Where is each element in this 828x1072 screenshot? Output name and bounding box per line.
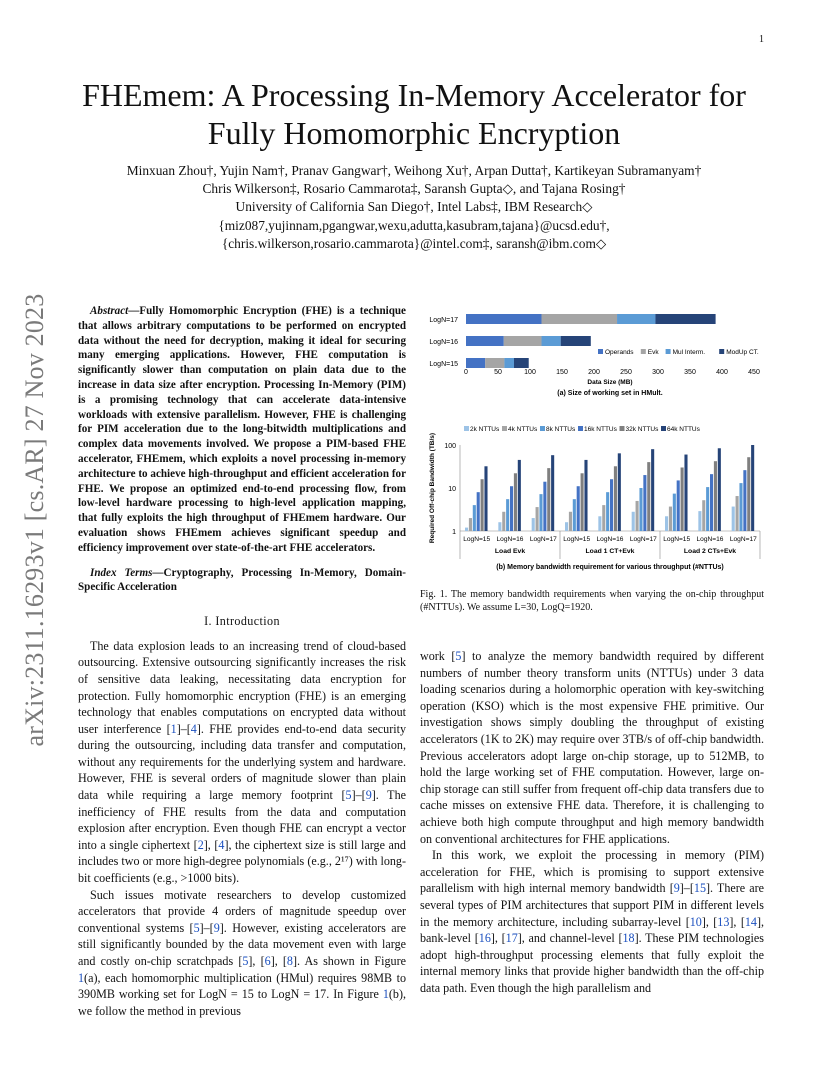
bar	[739, 483, 742, 531]
bar-segment	[504, 358, 514, 368]
bar	[473, 505, 476, 531]
tick-label: 400	[716, 369, 728, 376]
bar	[718, 448, 721, 531]
category-label: LogN=15	[663, 536, 691, 543]
bar-segment	[466, 314, 542, 324]
bar	[532, 518, 535, 531]
legend-swatch	[719, 349, 724, 354]
bar	[498, 522, 501, 531]
bar	[551, 455, 554, 531]
chart-title: (b) Memory bandwidth requirement for various throughput (#NTTUs)	[496, 564, 724, 571]
paper-title	[60, 76, 768, 152]
bar	[484, 466, 487, 531]
body-text: The data explosion leads to an increasing trend of cloud-based outsourcing. Extensive outsourcing significantly increases the risk of sensitive data leaking, necessitating data encryption for protection. Fully homomorphic encryption (FHE) is an emerging technology that enables computations on encrypted data without user interference [	[78, 638, 406, 736]
bar	[636, 501, 639, 531]
author-block	[60, 162, 768, 253]
body-text: (a), each homomorphic multiplication (HMul) requires 98MB to 390MB working set for LogN = 15 to LogN = 17. In Figure	[78, 970, 406, 1002]
citation-link[interactable]: 4	[190, 721, 197, 736]
category-label: LogN=16	[429, 339, 458, 346]
abstract-label: Abstract	[90, 305, 129, 317]
body-text: ], [	[203, 837, 219, 852]
body-text: ]–[	[679, 881, 694, 896]
tick-label: 450	[748, 369, 760, 376]
bar	[698, 511, 701, 531]
bar	[714, 461, 717, 531]
bar	[506, 499, 509, 531]
tick-label: 100	[524, 369, 536, 376]
category-label: LogN=16	[496, 536, 524, 543]
right-paragraph-1	[420, 648, 764, 847]
bar-segment	[561, 336, 591, 346]
category-label: LogN=15	[563, 536, 591, 543]
bar	[681, 467, 684, 531]
category-label: LogN=16	[696, 536, 724, 543]
legend-swatch	[620, 426, 625, 431]
email-line: {chris.wilkerson,rosario.cammarota}@intel.com‡, saransh@ibm.com◇	[221, 235, 607, 251]
legend-entry: 8k NTTUs	[546, 426, 576, 433]
intro-paragraph-1	[78, 638, 406, 887]
group-label: Load 2 CTs+Evk	[683, 548, 737, 555]
bar	[573, 499, 576, 531]
body-text: ], [	[270, 954, 287, 969]
body-text: ], the ciphertext size is still large and includes two or more high-degree polynomials (e.g., 2¹⁷) with long-bit coefficients (e.g., >1000 bits).	[78, 837, 406, 886]
tick-label: 200	[588, 369, 600, 376]
tick-label: 150	[556, 369, 568, 376]
tick-label: 1	[452, 529, 456, 536]
legend-swatch	[661, 426, 666, 431]
bar	[651, 449, 654, 531]
bar	[647, 462, 650, 531]
bar	[481, 479, 484, 531]
bar-segment	[542, 314, 618, 324]
body-text: ], [	[490, 931, 506, 946]
left-column	[78, 304, 406, 1019]
legend-swatch	[598, 349, 603, 354]
title-line-2: Fully Homomorphic Encryption	[207, 115, 621, 151]
working-set-chart	[420, 304, 764, 416]
bar	[502, 512, 505, 531]
body-text: ]–[	[199, 920, 214, 935]
bar	[677, 480, 680, 531]
body-text: ]. As shown in Figure	[292, 954, 406, 969]
legend-entry: ModUp CT.	[726, 349, 759, 356]
body-text: ], [	[701, 914, 718, 929]
citation-link[interactable]: 9	[213, 920, 220, 935]
bar	[536, 507, 539, 531]
bar	[747, 457, 750, 531]
email-line: {miz087,yujinnam,pgangwar,wexu,adutta,kasubram,tajana}@ucsd.edu†,	[218, 217, 610, 233]
page-number: 1	[759, 34, 764, 45]
body-text: ]. There are several types of PIM architectures that support PIM in different levels in the memory architecture, including subarray-level [	[420, 881, 764, 929]
bar	[510, 486, 513, 531]
bar	[543, 482, 546, 531]
citation-link[interactable]: 1	[78, 970, 85, 985]
body-text: ], [	[729, 914, 745, 929]
citation-link[interactable]: 13	[717, 914, 730, 929]
legend-swatch	[502, 426, 507, 431]
bar	[539, 494, 542, 531]
bar	[518, 460, 521, 531]
axis-label: Required Off-chip Bandwidth (TB/s)	[429, 432, 436, 544]
citation-link[interactable]: 1	[170, 721, 177, 736]
citation-link[interactable]: 5	[455, 649, 462, 663]
tick-label: 250	[620, 369, 632, 376]
bar	[547, 468, 550, 531]
body-text: ]. These PIM technologies adopt high-throughput processing elements that fully exploit the internal memory links that provide higher bandwidth than the off-chip data path. Even though the high parallelism and	[420, 931, 764, 995]
author-line: Minxuan Zhou†, Yujin Nam†, Pranav Gangwar†, Weihong Xu†, Arpan Dutta†, Kartikeyan Subramanyam†	[126, 163, 702, 178]
bar	[584, 460, 587, 531]
group-label: Load Evk	[494, 548, 526, 555]
bar	[606, 492, 609, 531]
bar-segment	[655, 314, 715, 324]
index-terms-label: Index Terms	[90, 566, 153, 579]
bar	[743, 470, 746, 531]
body-text: ]. The inefficiency of FHE results from the data and computation explosion after encryption. Even though FHE can encrypt a vector into a single ciphertext [	[78, 788, 406, 852]
bar	[643, 475, 646, 531]
bar	[736, 496, 739, 531]
citation-link[interactable]: 17	[505, 931, 518, 946]
group-label: Load 1 CT+Evk	[585, 548, 635, 555]
body-text: ], bank-level [	[420, 914, 765, 946]
legend-swatch	[666, 349, 671, 354]
legend-swatch	[464, 426, 469, 431]
body-text: In this work, we exploit the processing in memory (PIM) acceleration for FHE, which is promising to support extensive parallelism with high internal memory bandwidth [	[420, 848, 764, 896]
bar	[732, 507, 735, 531]
body-text: ], and channel-level [	[517, 931, 623, 946]
body-text: ]–[	[351, 788, 366, 803]
tick-label: 0	[464, 369, 468, 376]
bar	[465, 528, 468, 531]
category-label: LogN=15	[429, 361, 458, 368]
bar	[469, 518, 472, 531]
legend-entry: 16k NTTUs	[584, 426, 617, 433]
category-label: LogN=16	[596, 536, 624, 543]
figure-caption: Fig. 1. The memory bandwidth requirements when varying the on-chip throughput (#NTTUs). We assume L=30, LogQ=1920.	[420, 589, 764, 614]
bandwidth-chart	[420, 421, 764, 581]
citation-link[interactable]: 4	[218, 837, 225, 852]
citation-link[interactable]: 5	[193, 920, 200, 935]
citation-link[interactable]: 9	[365, 788, 372, 803]
bar-segment	[514, 358, 529, 368]
right-column	[420, 648, 764, 996]
tick-label: 300	[652, 369, 664, 376]
legend-entry: Operands	[605, 349, 634, 356]
bar	[514, 473, 517, 531]
abstract	[78, 304, 406, 556]
citation-link[interactable]: 1	[382, 987, 389, 1002]
legend-entry: 32k NTTUs	[625, 426, 659, 433]
bar	[569, 512, 572, 531]
bar	[565, 522, 568, 531]
citation-link[interactable]: 9	[673, 881, 680, 896]
bar	[577, 486, 580, 531]
tick-label: 100	[444, 443, 456, 450]
bar-segment	[466, 358, 485, 368]
citation-link[interactable]: 16	[478, 931, 491, 946]
category-label: LogN=17	[729, 536, 757, 543]
bar	[665, 516, 668, 531]
bar	[610, 479, 613, 531]
body-text: ]–[	[176, 721, 191, 736]
bar-segment	[504, 336, 542, 346]
intro-paragraph-2	[78, 887, 406, 1020]
citation-link[interactable]: 5	[242, 954, 249, 969]
affiliation-line: University of California San Diego†, Intel Labs‡, IBM Research◇	[235, 199, 593, 215]
bar	[581, 473, 584, 531]
bar	[598, 516, 601, 531]
index-terms-text: —Cryptography, Processing In-Memory, Domain-Specific Acceleration	[78, 566, 406, 594]
legend-entry: Evk	[647, 349, 659, 356]
citation-link[interactable]: 18	[622, 931, 635, 946]
legend-swatch	[540, 426, 545, 431]
bar	[702, 500, 705, 531]
category-label: LogN=15	[463, 536, 491, 543]
legend-entry: 4k NTTUs	[508, 426, 538, 433]
citation-link[interactable]: 8	[286, 954, 293, 969]
bar-segment	[466, 336, 504, 346]
tick-label: 10	[448, 486, 456, 493]
index-terms	[78, 566, 406, 596]
legend-swatch	[578, 426, 583, 431]
legend-entry: Mul Interm.	[672, 349, 706, 356]
tick-label: 350	[684, 369, 696, 376]
category-label: LogN=17	[629, 536, 657, 543]
body-text: Such issues motivate researchers to develop customized accelerators that provide 4 orders of magnitude speedup over conventional systems [	[78, 887, 406, 935]
arxiv-watermark	[12, 280, 58, 760]
chart-title: (a) Size of working set in HMult.	[557, 390, 663, 397]
section-heading: I. Introduction	[204, 614, 280, 629]
bar	[669, 507, 672, 531]
bar	[477, 492, 480, 531]
figure-1	[420, 304, 764, 586]
bar	[706, 487, 709, 531]
legend-entry: 2k NTTUs	[470, 426, 500, 433]
legend-entry: 64k NTTUs	[667, 426, 700, 433]
legend-swatch	[641, 349, 646, 354]
title-line-1: FHEmem: A Processing In-Memory Accelerator for	[82, 77, 746, 113]
citation-link[interactable]: 15	[693, 881, 706, 896]
tick-label: 50	[494, 369, 502, 376]
bar-segment	[542, 336, 561, 346]
author-line: Chris Wilkerson‡, Rosario Cammarota‡, Saransh Gupta◇, and Tajana Rosing†	[202, 181, 626, 197]
category-label: LogN=17	[529, 536, 557, 543]
category-label: LogN=17	[429, 317, 458, 324]
bar	[602, 505, 605, 531]
axis-label: Data Size (MB)	[587, 379, 633, 386]
bar	[639, 488, 642, 531]
citation-link[interactable]: 5	[345, 788, 352, 803]
body-text: ], [	[248, 954, 265, 969]
bar	[673, 494, 676, 531]
bar-segment	[617, 314, 655, 324]
right-paragraph-2	[420, 847, 764, 996]
bar-segment	[485, 358, 504, 368]
abstract-text: —Fully Homomorphic Encryption (FHE) is a technique that allows arbitrary computations to be performed on encrypted data without the need for decryption, making it ideal for securing many emerging applications. However, FHE computation is significantly slower than computation on plain data due to the increase in data size after encryption. Processing In-Memory (PIM) is a promising technology that can accelerate data-intensive workloads with extensive parallelism. However, FHE is challenging for PIM acceleration due to the long-bitwidth multiplications and complex data movements involved. We propose a PIM-based FHE accelerator, FHEmem, which exploits a novel processing in-memory architecture to achieve high-throughput and efficient acceleration for FHE. We propose an optimized end-to-end processing flow, from low-level hardware processing to high-level application mapping, that fully exploits the high throughput of FHEmem hardware. Our evaluation shows FHEmem achieves significant speedup and efficiency improvement over state-of-the-art FHE accelerators.	[78, 305, 406, 554]
citation-link[interactable]: 14	[744, 914, 757, 929]
body-text: ]. However, existing accelerators are still significantly bounded by the data movement even with large and costly on-chip scratchpads [	[78, 920, 406, 969]
body-text: (b), we follow the method in previous	[78, 987, 406, 1018]
citation-link[interactable]: 2	[197, 837, 204, 852]
arxiv-id: arXiv:2311.16293v1 [cs.AR] 27 Nov 2023	[20, 293, 49, 747]
bar	[614, 466, 617, 531]
bar	[632, 512, 635, 531]
body-text: work [	[420, 649, 456, 663]
body-text: ]. FHE provides end-to-end data security during the outsourcing, including data transfer and computation, without any requirements for the underlying system and hardware. However, FHE is several orders of magnitude slower than plain data while requiring a large memory footprint [	[78, 721, 406, 803]
body-text: ] to analyze the memory bandwidth required by different numbers of number theory transform units (NTTUs) under 3 data loading scenarios during a holomorphic operation with key-switching operation (KSO) which is the most expensive FHE primitive. Our investigation shows simply doubling the throughput of existing accelerators (1K to 2K) may require over 3TB/s of off-chip bandwidth. Previous accelerators adopt large on-chip storage, up to 512MB, to hold the large working set of FHE computation. However, large on-chip storage can still suffer from frequent off-chip data transfers due to cache misses on extensive FHE data. Therefore, it is challenging to achieve both high compute throughput and high memory bandwidth on conventional architectures for FHE applications.	[420, 649, 765, 846]
bar	[618, 453, 621, 531]
citation-link[interactable]: 10	[689, 914, 702, 929]
bar	[684, 455, 687, 531]
bar	[751, 445, 754, 531]
citation-link[interactable]: 6	[264, 954, 271, 969]
bar	[710, 474, 713, 531]
